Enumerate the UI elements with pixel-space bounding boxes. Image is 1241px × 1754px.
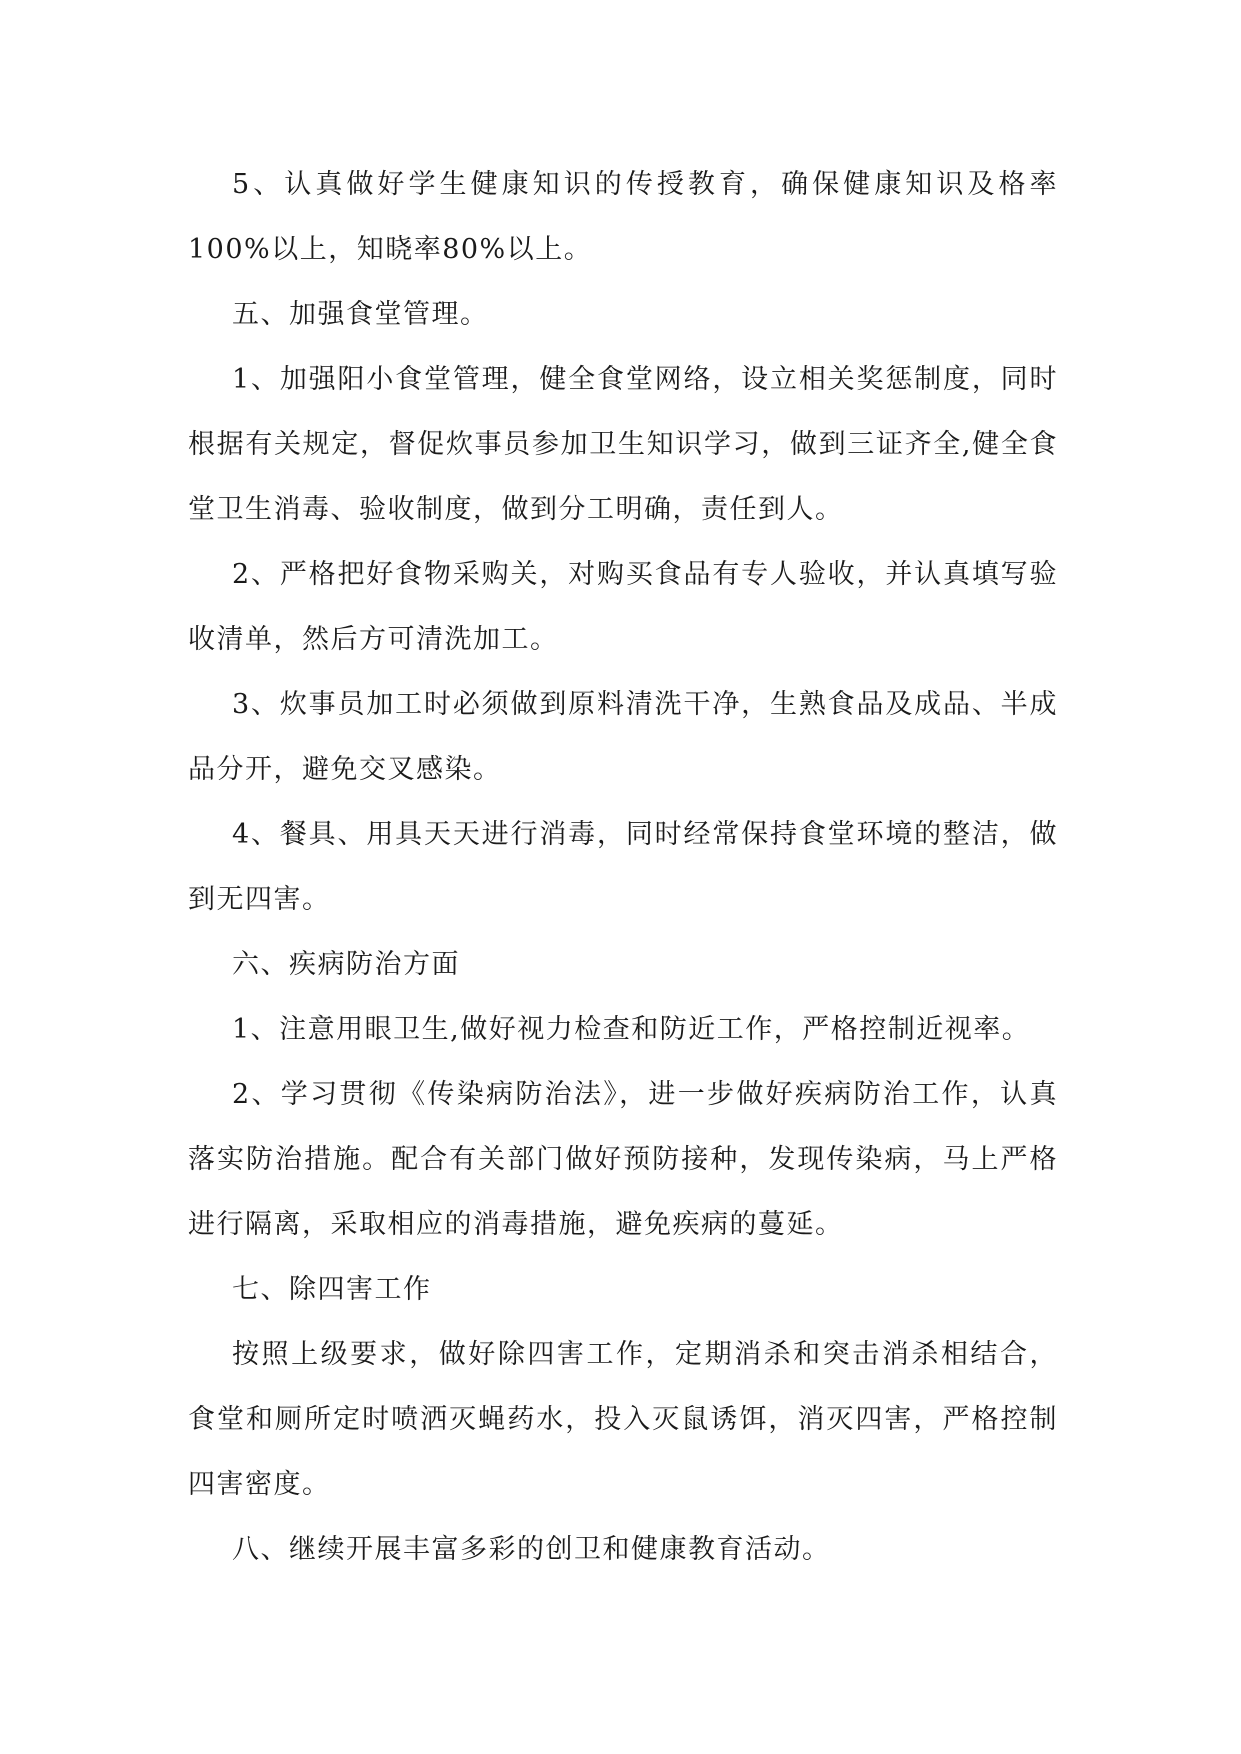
paragraph-item-1-eye-hygiene: 1、注意用眼卫生,做好视力检查和防近工作，严格控制近视率。 <box>232 1014 1031 1045</box>
paragraph-item-2-food-purchase: 2、严格把好食物采购关，对购买食品有专人验收，并认真填写验收清单，然后方可清洗加工。 <box>188 559 1058 655</box>
paragraph-item-5-health-knowledge: 5、认真做好学生健康知识的传授教育，确保健康知识及格率100%以上，知晓率80%以上。 <box>188 169 1058 265</box>
paragraph-item-1-canteen-network: 1、加强阳小食堂管理，健全食堂网络，设立相关奖惩制度，同时根据有关规定，督促炊事员参加卫生知识学习，做到三证齐全,健全食堂卫生消毒、验收制度，做到分工明确，责任到人。 <box>188 364 1058 525</box>
paragraph-item-2-infectious-disease-law: 2、学习贯彻《传染病防治法》，进一步做好疾病防治工作，认真落实防治措施。配合有关部门做好预防接种，发现传染病，马上严格进行隔离，采取相应的消毒措施，避免疾病的蔓延。 <box>188 1079 1058 1240</box>
paragraph-item-4-tableware-disinfection: 4、餐具、用具天天进行消毒，同时经常保持食堂环境的整洁，做到无四害。 <box>188 819 1058 915</box>
paragraph-item-3-food-processing: 3、炊事员加工时必须做到原料清洗干净，生熟食品及成品、半成品分开，避免交叉感染。 <box>188 689 1058 785</box>
section-heading-disease-prevention: 六、疾病防治方面 <box>232 949 460 980</box>
document-body <box>188 152 1058 1582</box>
paragraph-four-pests-work: 按照上级要求，做好除四害工作，定期消杀和突击消杀相结合，食堂和厕所定时喷洒灭蝇药水，投入灭鼠诱饵，消灭四害，严格控制四害密度。 <box>188 1339 1058 1500</box>
section-heading-four-pests: 七、除四害工作 <box>232 1274 432 1305</box>
section-heading-health-education-activities: 八、继续开展丰富多彩的创卫和健康教育活动。 <box>232 1534 831 1565</box>
section-heading-canteen-management: 五、加强食堂管理。 <box>232 299 489 330</box>
